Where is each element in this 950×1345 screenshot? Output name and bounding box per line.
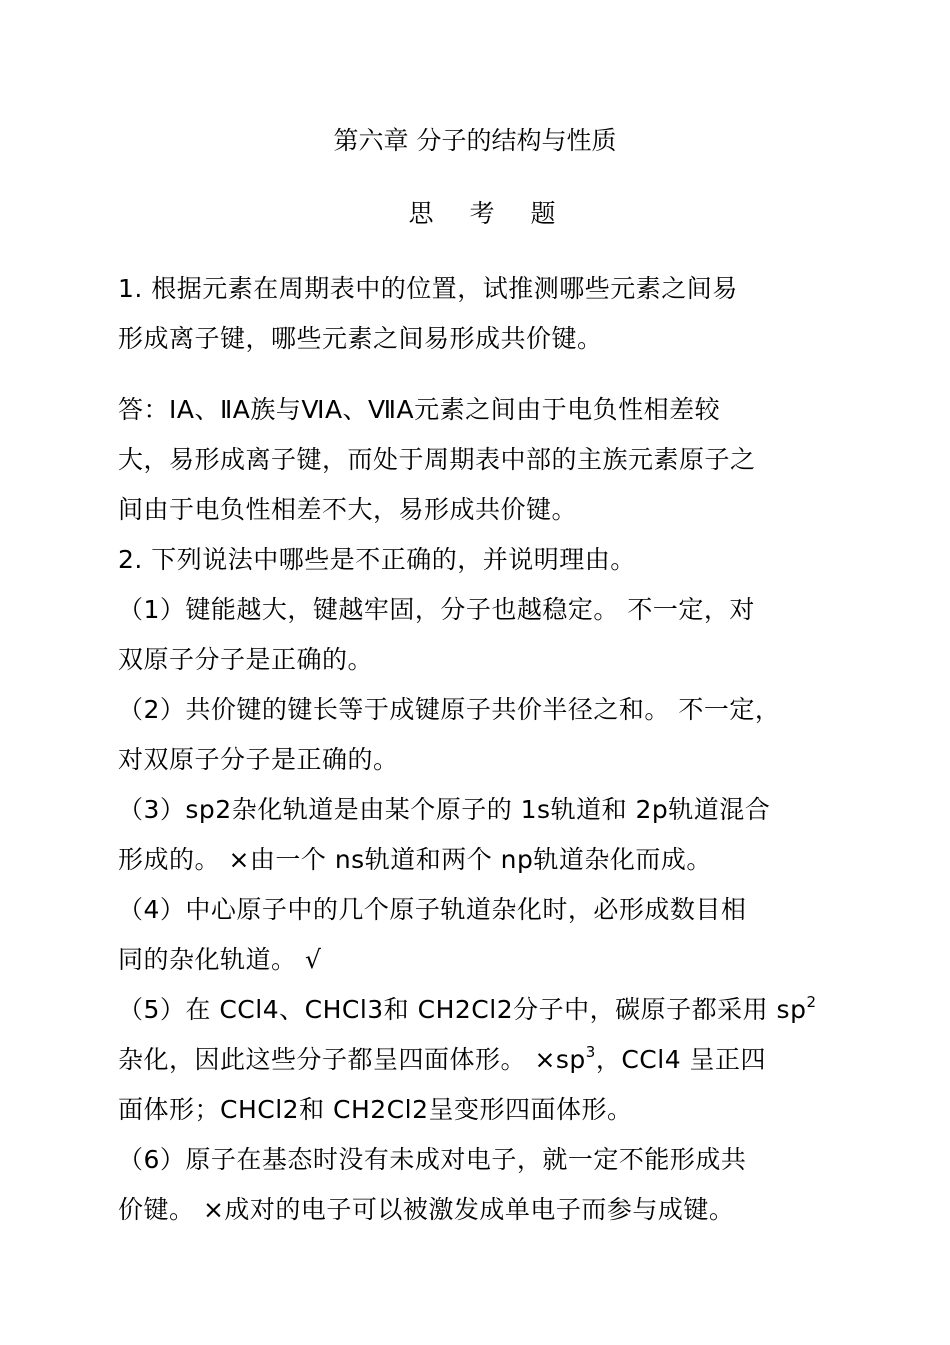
item-1-line-2: 双原子分子是正确的。 (118, 645, 374, 674)
item-5-line-2-tail: ，CCl4 呈正四 (595, 1045, 767, 1074)
question-2-line: 2. 下列说法中哪些是不正确的，并说明理由。 (118, 545, 636, 574)
chapter-title: 第六章 分子的结构与性质 (333, 126, 617, 155)
question-1-line-2: 形成离子键，哪些元素之间易形成共价键。 (118, 324, 603, 353)
item-2-line-2: 对双原子分子是正确的。 (118, 745, 399, 774)
item-3-line-1: （3）sp2杂化轨道是由某个原子的 1s轨道和 2p轨道混合 (118, 795, 771, 824)
item-5-line-3: 面体形；CHCl2和 CH2Cl2呈变形四面体形。 (118, 1095, 633, 1124)
superscript-3: 3 (585, 1043, 596, 1061)
item-4-line-1: （4）中心原子中的几个原子轨道杂化时，必形成数目相 (118, 895, 747, 924)
section-title: 思 考 题 (408, 199, 570, 228)
item-1-line-1: （1）键能越大，键越牢固，分子也越稳定。 不一定，对 (118, 595, 755, 624)
answer-1-line-1: 答：ⅠA、ⅡA族与ⅥA、ⅦA元素之间由于电负性相差较 (118, 395, 721, 424)
item-3-line-2: 形成的。 ×由一个 ns轨道和两个 np轨道杂化而成。 (118, 845, 712, 874)
item-6-line-2: 价键。 ×成对的电子可以被激发成单电子而参与成键。 (118, 1195, 735, 1224)
answer-1-line-3: 间由于电负性相差不大，易形成共价键。 (118, 495, 578, 524)
answer-1-line-2: 大，易形成离子键，而处于周期表中部的主族元素原子之 (118, 445, 756, 474)
item-4-line-2: 同的杂化轨道。 √ (118, 945, 322, 974)
question-1-line-1: 1. 根据元素在周期表中的位置，试推测哪些元素之间易 (118, 274, 738, 303)
item-5-line-2 (118, 1043, 766, 1080)
item-2-line-1: （2）共价键的键长等于成键原子共价半径之和。 不一定， (118, 695, 781, 724)
item-6-line-1: （6）原子在基态时没有未成对电子，就一定不能形成共 (118, 1145, 747, 1174)
item-5-line-2-text: 杂化，因此这些分子都呈四面体形。 ×sp (118, 1045, 586, 1074)
item-5-line-1 (118, 993, 816, 1030)
superscript-2: 2 (806, 993, 817, 1011)
item-5-line-1-text: （5）在 CCl4、CHCl3和 CH2Cl2分子中，碳原子都采用 sp (118, 995, 807, 1024)
